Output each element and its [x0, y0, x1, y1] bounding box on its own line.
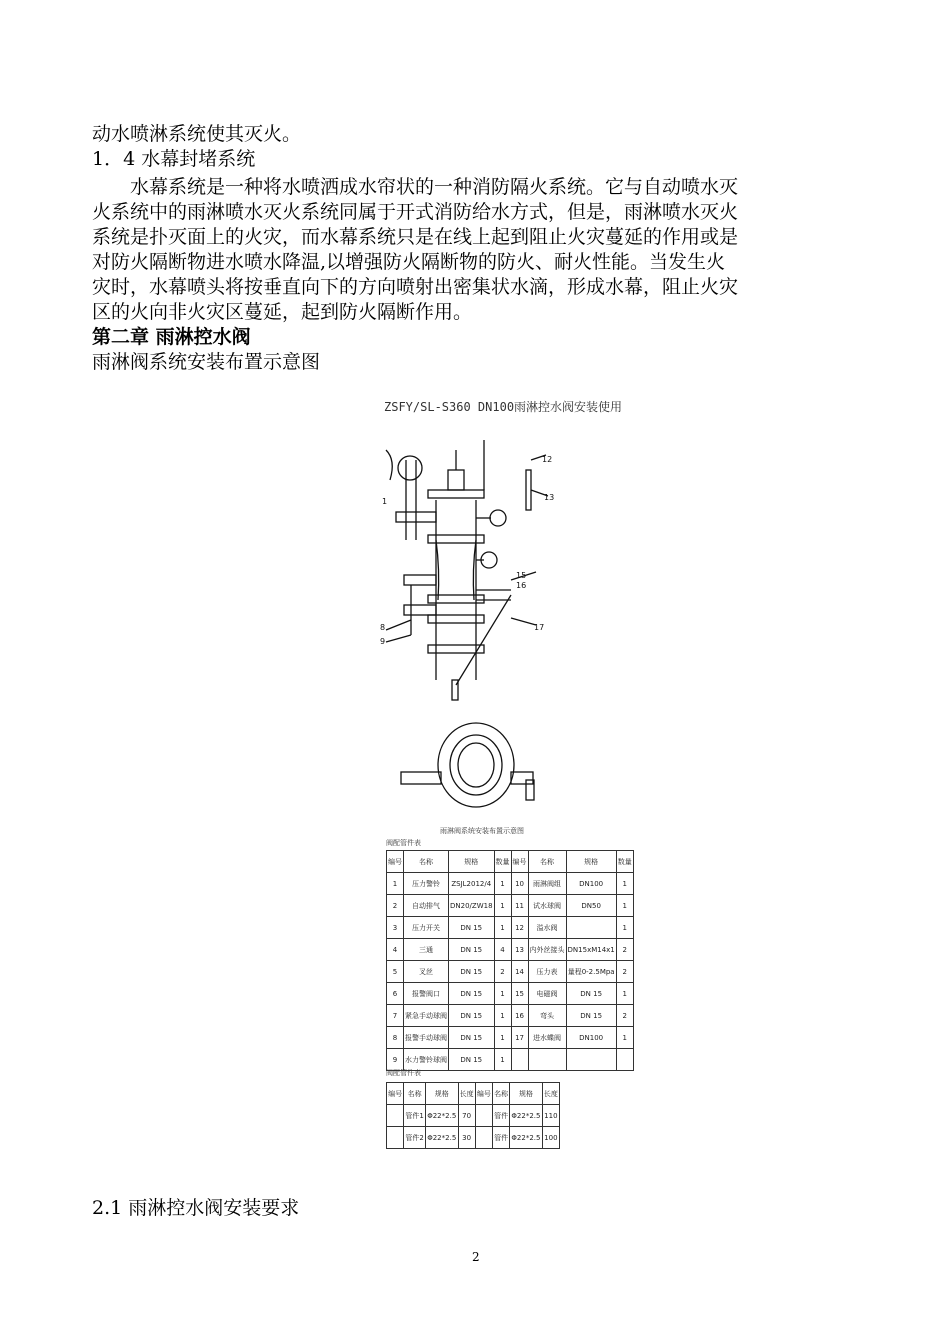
table-row	[387, 1027, 634, 1049]
table-cell: 进水蝶阀	[528, 1027, 566, 1049]
table-cell: DN20/ZW18	[449, 895, 495, 917]
table-row	[387, 917, 634, 939]
table-cell: 雨淋阀组	[528, 873, 566, 895]
pipes-table	[386, 1082, 560, 1149]
table-cell: 管件2	[404, 1127, 426, 1149]
section-heading-1-4: 1．4 水幕封堵系统	[92, 148, 256, 170]
table-header-row	[387, 1083, 560, 1105]
callout-label: 8	[380, 623, 386, 632]
callout-label: 15	[516, 571, 527, 580]
table1-label: 阀配管件表	[386, 839, 421, 847]
table-row	[387, 1127, 560, 1149]
table-cell	[566, 1049, 616, 1071]
table-cell	[566, 917, 616, 939]
table-cell: 试水球阀	[528, 895, 566, 917]
table-header-cell: 名称	[404, 1083, 426, 1105]
table-cell: 8	[387, 1027, 404, 1049]
table-cell: 14	[511, 961, 528, 983]
figure-title: ZSFY/SL-S360 DN100雨淋控水阀安装使用	[384, 400, 623, 414]
table-cell: 1	[494, 1027, 511, 1049]
table-cell	[475, 1105, 492, 1127]
table2-label: 阀配管件表	[386, 1069, 421, 1077]
table-cell: 报警阀口	[404, 983, 449, 1005]
table-header-cell: 长度	[542, 1083, 559, 1105]
table-cell: 报警手动球阀	[404, 1027, 449, 1049]
paragraph-line: 水幕系统是一种将水喷洒成水帘状的一种消防隔火系统。它与自动喷水灭	[92, 176, 739, 198]
table-cell: 紧急手动球阀	[404, 1005, 449, 1027]
section-heading-2-1: 2.1 雨淋控水阀安装要求	[92, 1197, 300, 1219]
table-cell: 17	[511, 1027, 528, 1049]
parts-table	[386, 850, 634, 1071]
table-cell: DN50	[566, 895, 616, 917]
table-cell: DN100	[566, 873, 616, 895]
table-header-cell: 编号	[511, 851, 528, 873]
paragraph-line: 火系统中的雨淋喷水灭火系统同属于开式消防给水方式，但是，雨淋喷水灭火	[92, 201, 739, 223]
table-cell: 1	[616, 1027, 633, 1049]
callout-label: 1	[382, 497, 388, 506]
callout-label: 16	[516, 581, 527, 590]
table-cell: 电磁阀	[528, 983, 566, 1005]
table-header-cell: 长度	[458, 1083, 475, 1105]
callout-label: 17	[534, 623, 545, 632]
figure-caption: 雨淋阀系统安装布置示意图	[440, 827, 524, 835]
table-cell: 70	[458, 1105, 475, 1127]
table-cell	[387, 1127, 404, 1149]
paragraph-line: 动水喷淋系统使其灭火。	[92, 123, 302, 145]
table-row	[387, 983, 634, 1005]
table-cell: 2	[387, 895, 404, 917]
table-cell: 30	[458, 1127, 475, 1149]
table-header-cell: 编号	[387, 1083, 404, 1105]
table-cell: 110	[542, 1105, 559, 1127]
table-cell: DN 15	[449, 917, 495, 939]
table-header-cell: 名称	[492, 1083, 509, 1105]
table-header-cell: 编号	[387, 851, 404, 873]
table-cell: 1	[494, 917, 511, 939]
table-cell: 2	[616, 939, 633, 961]
table-header-cell: 规格	[449, 851, 495, 873]
table-cell: 1	[494, 983, 511, 1005]
table-cell: 叉丝	[404, 961, 449, 983]
table-cell: 6	[387, 983, 404, 1005]
table-cell: 溢水阀	[528, 917, 566, 939]
table-header-cell: 数量	[494, 851, 511, 873]
table-cell: 1	[387, 873, 404, 895]
table-cell: 100	[542, 1127, 559, 1149]
table-cell	[475, 1127, 492, 1149]
table-cell: 3	[387, 917, 404, 939]
table-cell: 16	[511, 1005, 528, 1027]
table-cell: 15	[511, 983, 528, 1005]
table-cell: ZSJL2012/4	[449, 873, 495, 895]
table-cell: 2	[616, 961, 633, 983]
table-cell: DN15xM14x1	[566, 939, 616, 961]
table-cell: Φ22*2.5	[510, 1105, 543, 1127]
table-cell: 4	[494, 939, 511, 961]
table-cell: 管件	[492, 1105, 509, 1127]
table-cell: DN 15	[566, 1005, 616, 1027]
table-row	[387, 939, 634, 961]
table-cell: 7	[387, 1005, 404, 1027]
table-cell: DN 15	[449, 1049, 495, 1071]
table-cell: DN 15	[449, 1027, 495, 1049]
table-cell: 水力警铃球阀	[404, 1049, 449, 1071]
table-cell: 5	[387, 961, 404, 983]
page-number: 2	[472, 1250, 480, 1264]
figure-heading: 雨淋阀系统安装布置示意图	[92, 351, 321, 373]
table-cell: 量程0-2.5Mpa	[566, 961, 616, 983]
table-header-cell: 规格	[510, 1083, 543, 1105]
table-cell: 13	[511, 939, 528, 961]
table-cell: DN 15	[449, 939, 495, 961]
table-cell: 管件	[492, 1127, 509, 1149]
table-cell: 2	[494, 961, 511, 983]
table-cell: 1	[494, 1049, 511, 1071]
table-header-cell: 规格	[426, 1083, 459, 1105]
table-cell: 4	[387, 939, 404, 961]
table-row	[387, 873, 634, 895]
table-header-cell: 编号	[475, 1083, 492, 1105]
callout-label: 13	[544, 493, 555, 502]
table-cell: DN100	[566, 1027, 616, 1049]
table-cell: 压力表	[528, 961, 566, 983]
table-row	[387, 895, 634, 917]
table-cell: 1	[616, 917, 633, 939]
table-cell: Φ22*2.5	[426, 1127, 459, 1149]
table-cell: DN 15	[566, 983, 616, 1005]
table-cell: 弯头	[528, 1005, 566, 1027]
table-cell: 三通	[404, 939, 449, 961]
table-cell: 11	[511, 895, 528, 917]
table-row	[387, 961, 634, 983]
table-cell: Φ22*2.5	[426, 1105, 459, 1127]
chapter-title: 第二章 雨淋控水阀	[92, 326, 251, 348]
callout-label: 9	[380, 637, 386, 646]
table-row	[387, 1105, 560, 1127]
table-header-cell: 数量	[616, 851, 633, 873]
table-cell: DN 15	[449, 961, 495, 983]
paragraph-line: 灾时，水幕喷头将按垂直向下的方向喷射出密集状水滴，形成水幕，阻止火灾	[92, 276, 739, 298]
table-cell: 1	[494, 873, 511, 895]
table-cell: 1	[616, 895, 633, 917]
table-cell: 12	[511, 917, 528, 939]
table-cell: 1	[616, 873, 633, 895]
table-cell: 管件1	[404, 1105, 426, 1127]
table-cell	[528, 1049, 566, 1071]
table-cell: 压力开关	[404, 917, 449, 939]
table-cell: 1	[616, 983, 633, 1005]
table-cell	[387, 1105, 404, 1127]
table-cell	[511, 1049, 528, 1071]
table-cell: 10	[511, 873, 528, 895]
table-header-cell: 规格	[566, 851, 616, 873]
table-cell: 自动排气	[404, 895, 449, 917]
table-cell: 1	[494, 895, 511, 917]
table-cell: Φ22*2.5	[510, 1127, 543, 1149]
paragraph-line: 对防火隔断物进水喷水降温,以增强防火隔断物的防火、耐火性能。当发生火	[92, 251, 726, 273]
table-cell: 内外丝接头	[528, 939, 566, 961]
callout-label: 12	[542, 455, 553, 464]
table-cell: 2	[616, 1005, 633, 1027]
table-cell: 1	[494, 1005, 511, 1027]
table-cell	[616, 1049, 633, 1071]
paragraph-line: 区的火向非火灾区蔓延，起到防火隔断作用。	[92, 301, 473, 323]
table-header-cell: 名称	[404, 851, 449, 873]
table-cell: 压力警铃	[404, 873, 449, 895]
table-header-cell: 名称	[528, 851, 566, 873]
paragraph-line: 系统是扑灭面上的火灾，而水幕系统只是在线上起到阻止火灾蔓延的作用或是	[92, 226, 739, 248]
valve-installation-drawing	[376, 430, 576, 820]
table-cell: DN 15	[449, 1005, 495, 1027]
table-row	[387, 1005, 634, 1027]
table-cell: DN 15	[449, 983, 495, 1005]
table-cell: 9	[387, 1049, 404, 1071]
table-header-row	[387, 851, 634, 873]
table-row	[387, 1049, 634, 1071]
